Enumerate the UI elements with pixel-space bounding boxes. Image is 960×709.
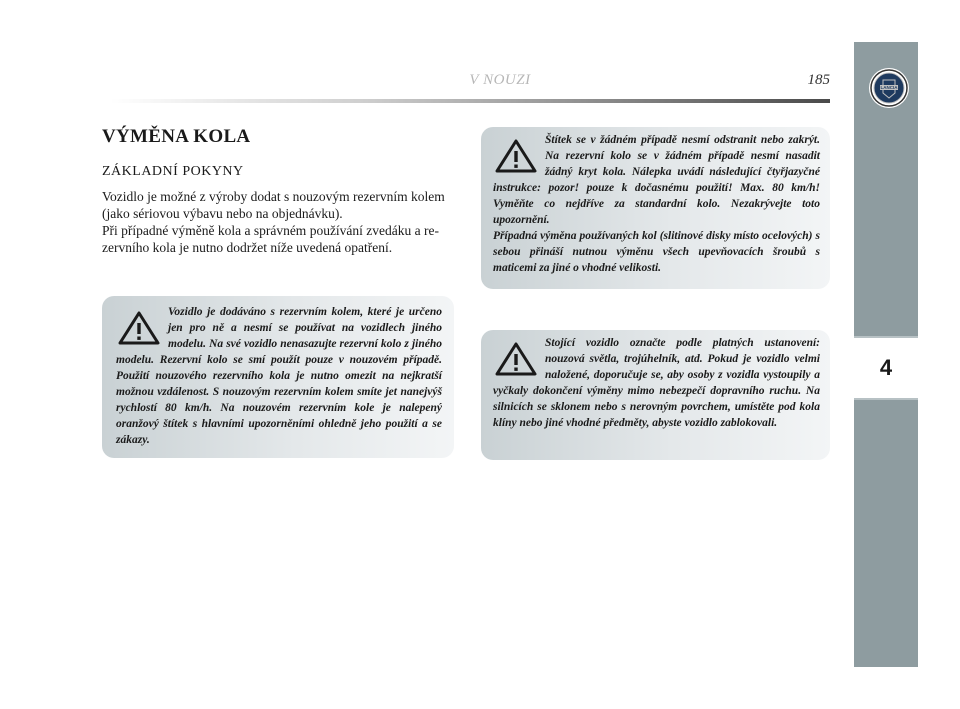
warning-triangle-icon [116,310,162,346]
intro-text [102,188,454,256]
warning-box-spare-wheel [102,296,454,458]
warning-triangle-icon [493,138,539,174]
warning-box-label [481,127,830,289]
warning-triangle-icon [493,341,539,377]
warning-text: Vozidlo je dodáváno s rezervním kolem, které je určeno jen pro ně a nesmí se používat na vozidlech jiného modelu. Na své vozidlo nenasazujte rezervní kolo z jiného modelu. Rezervní kolo se smí použít pouze v nouzovém případě. Použití nouzového rezervního kola je nutno omezit na nejkratší možnou vzdálenost. S nouzovým rezervním kolem smíte jet nanejvýš rychlostí 80 km/h. Na nouzovém rezervním kole je nalepený oranžový štítek s hlavními upozorněními ohledně jeho použití a se zákazy. [116,306,442,446]
warning-text: Štítek se v žádném případě nesmí odstranit nebo zakrýt. Na rezervní kolo se v žádném případě nesmí nasadit žádný kryt kola. Nálepka uvádí následující čtyřjazyčné instrukce: pozor! pouze k dočasnému použití! Max. 80 km/h! Vyměňte co nejdříve za standardní kolo. Nezakrývejte toto upozornění. [493,134,820,226]
page-number: 185 [807,72,830,88]
header-title: V NOUZI [469,72,531,88]
intro-paragraph: Vozidlo je možné z výroby dodat s nouzovým rezervním kolem (jako sériovou výbavu nebo na objednávku). [102,189,445,221]
chapter-number: 4 [854,336,918,400]
intro-paragraph: Při případné výměně kola a správném používání zvedáku a rezervního kola je nutno dodržet níže uvedená opatření. [102,223,440,255]
section-title: VÝMĚNA KOLA [102,126,251,147]
lancia-logo-icon [869,68,909,108]
warning-box-stop-vehicle [481,330,830,460]
svg-text:LANCIA: LANCIA [880,85,898,90]
section-subtitle: ZÁKLADNÍ POKYNY [102,164,244,179]
header-rule [110,99,830,103]
warning-text: Stojící vozidlo označte podle platných ustanovení: nouzová světla, trojúhelník, atd. Pokud je vozidlo velmi naložené, doporučuje se, aby osoby z vozidla vystoupily a vyčkaly dokončení výměny mimo nebezpečí dopravního ruchu. Na silnicích se sklonem nebo s nerovným povrchem, umístěte pod kola klíny nebo jiné vhodné předměty, abyste vozidlo zablokovali. [493,337,820,429]
warning-text: Případná výměna používaných kol (slitinové disky místo ocelových) s sebou přináší nutnou výměnu všech upevňovacích šroubů s maticemi za jiné o vhodné velikosti. [493,230,820,274]
